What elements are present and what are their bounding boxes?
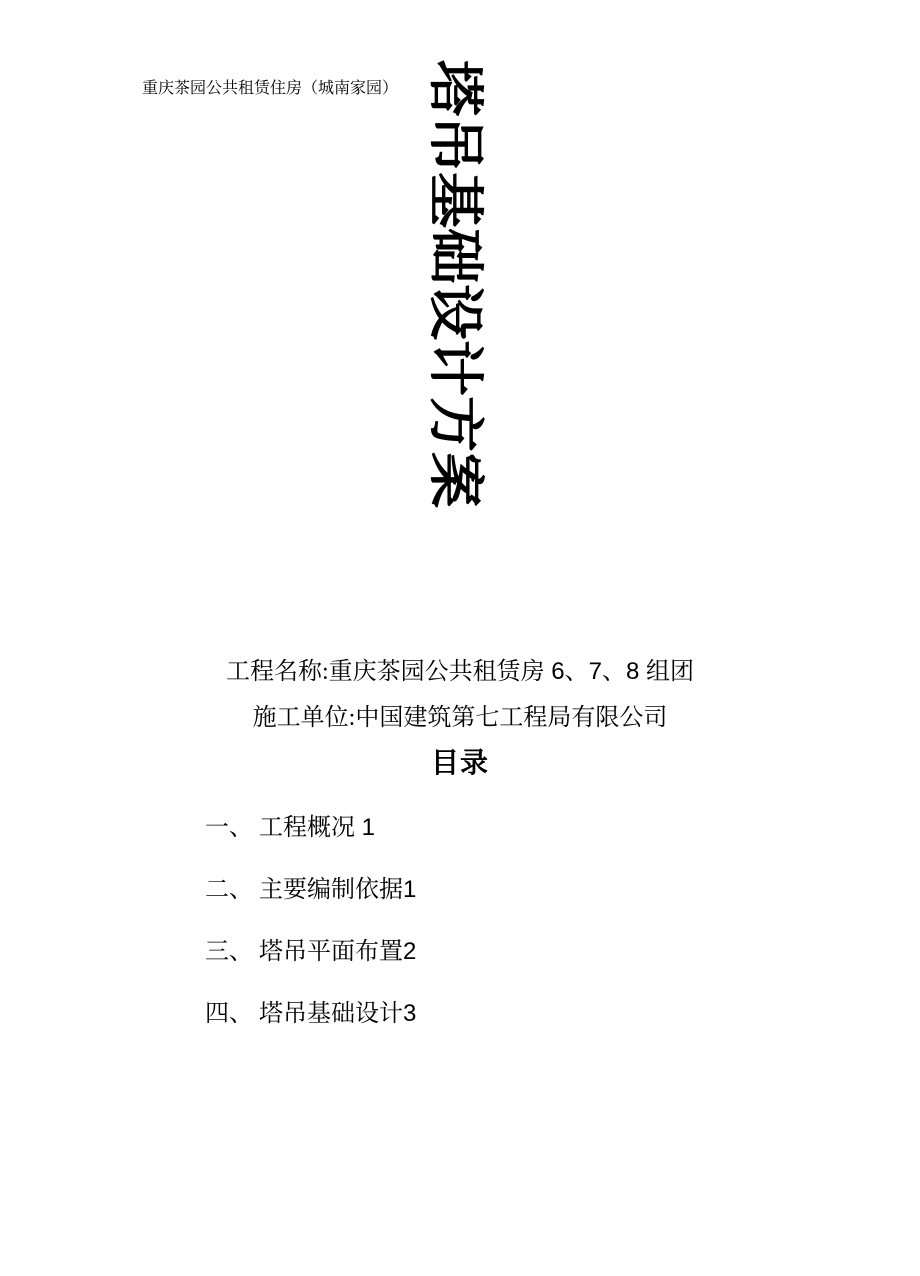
toc-item-page: 1	[403, 876, 417, 903]
toc-item-page: 3	[403, 1000, 417, 1027]
toc-item-number: 四、	[205, 1001, 253, 1027]
toc-item-page: 1	[355, 814, 376, 841]
toc-item-number: 一、	[205, 815, 253, 841]
contractor-line: 施工单位:中国建筑第七工程局有限公司	[252, 705, 668, 731]
document-page: 重庆茶园公共租赁住房（城南家园） 塔吊基础设计方案 工程名称:重庆茶园公共租赁房 6、7、8 组团 施工单位:中国建筑第七工程局有限公司 目录 一、 工程概况 1 二、 主要编制依据1 三、 塔吊平面布置2 四、 塔吊基础设计3	[0, 0, 920, 1276]
toc-item-label: 塔吊平面布置	[259, 939, 403, 965]
project-name-numbers: 6、7、8	[544, 658, 647, 685]
project-name-line	[0, 658, 920, 686]
toc-item-page: 2	[403, 938, 417, 965]
table-of-contents	[205, 815, 416, 1063]
toc-item-number: 二、	[205, 877, 253, 903]
toc-item-4	[205, 1001, 416, 1027]
toc-title: 目录	[430, 747, 489, 778]
toc-item-number: 三、	[205, 939, 253, 965]
project-name-prefix: 工程名称:重庆茶园公共租赁房	[225, 659, 545, 685]
page-header-text: 重庆茶园公共租赁住房（城南家园）	[142, 80, 399, 97]
toc-item-3	[205, 939, 416, 965]
project-name-suffix: 组团	[646, 659, 695, 685]
toc-item-label: 工程概况	[259, 815, 355, 841]
toc-item-1	[205, 815, 416, 841]
toc-item-label: 主要编制依据	[259, 877, 403, 903]
toc-item-label: 塔吊基础设计	[259, 1001, 403, 1027]
toc-item-2	[205, 877, 416, 903]
